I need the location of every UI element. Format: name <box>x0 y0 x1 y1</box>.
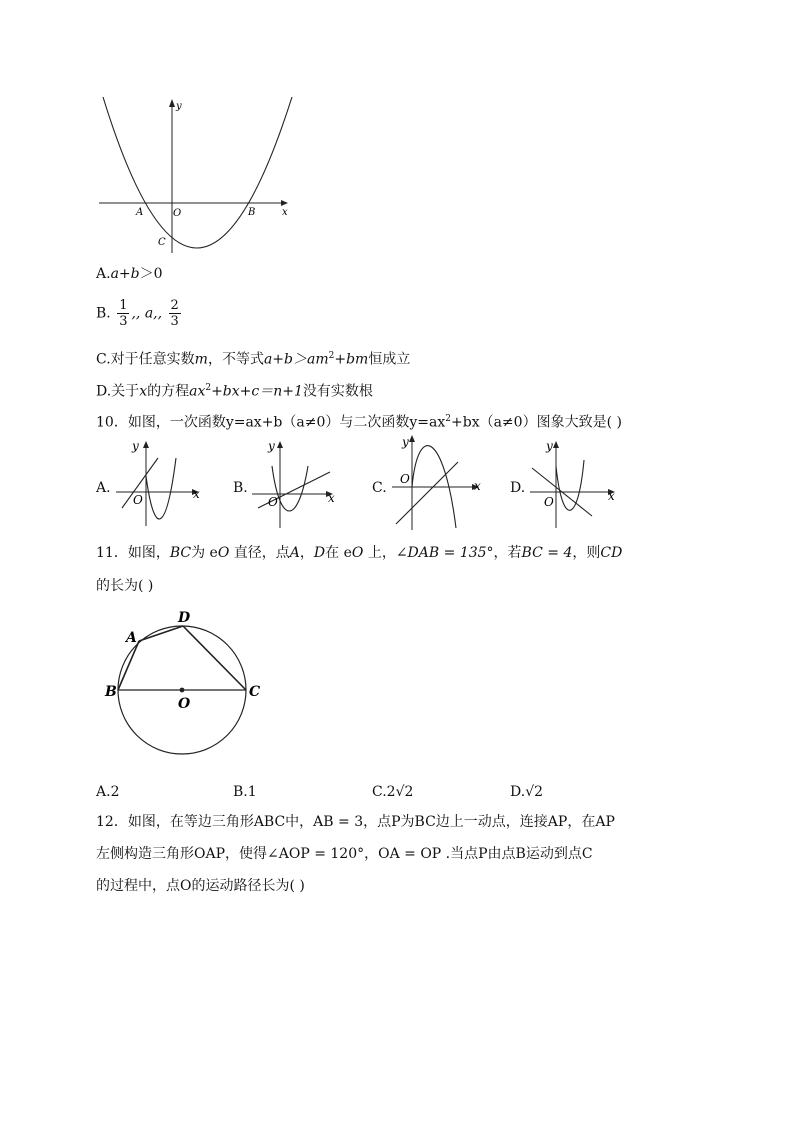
q10-option-a-graph <box>112 436 204 532</box>
svg-text:y: y <box>402 435 409 449</box>
parabola-figure <box>96 95 296 255</box>
q10-option-c-label: C. <box>372 480 387 496</box>
q9-option-b: B. $\frac{1}{3}$ ,, a,, $\frac{2}{3}$ <box>96 298 179 329</box>
q12-stem-line1: 12．如图，在等边三角形ABC中，AB = 3，点P为BC边上一动点，连接AP，在AP <box>96 814 615 830</box>
q11-option-a: A.2 <box>96 784 120 800</box>
svg-text:y: y <box>546 439 553 453</box>
q10-option-c-graph <box>388 432 486 532</box>
q10-option-a-label: A. <box>96 480 111 496</box>
origin-label: O <box>173 208 182 219</box>
q11-option-c: C.2√2 <box>372 784 414 800</box>
svg-text:x: x <box>193 487 200 501</box>
q9-option-c: C.对于任意实数m，不等式$a+b>am^2+bm$恒成立 <box>96 351 411 368</box>
circle-label-a: A <box>126 630 137 646</box>
svg-text:O: O <box>268 495 278 509</box>
circle-figure <box>100 606 270 766</box>
q10-option-b-graph <box>250 436 342 532</box>
svg-text:y: y <box>132 439 139 453</box>
svg-text:x: x <box>474 479 481 493</box>
q12-stem-line2: 左侧构造三角形OAP，使得∠AOP = 120°，OA = OP .当点P由点B运动到点C <box>96 846 593 862</box>
q11-option-b: B.1 <box>233 784 257 800</box>
q9-option-d: D.关于x的方程$ax^2+bx+c=n+1$没有实数根 <box>96 383 373 400</box>
point-b-label: B <box>248 207 256 218</box>
circle-label-o: O <box>178 696 191 712</box>
svg-text:x: x <box>328 491 335 505</box>
svg-text:y: y <box>268 439 275 453</box>
q11-option-d: D.√2 <box>510 784 544 800</box>
y-axis-label: y <box>176 101 182 112</box>
q10-option-d-graph <box>526 436 622 532</box>
x-axis-label: x <box>282 207 288 218</box>
svg-text:O: O <box>133 493 143 507</box>
q10-option-d-label: D. <box>510 480 526 496</box>
fraction-one-third: $\frac{1}{3}$ <box>119 298 128 329</box>
q10-stem: 10．如图，一次函数y=ax+b（a≠0）与二次函数$y=ax^2+bx(a\ne 0)$图象大致是( ) <box>96 414 622 431</box>
circle-label-d: D <box>178 610 191 626</box>
point-c-label: C <box>158 237 166 248</box>
circle-label-b: B <box>105 684 117 700</box>
svg-text:x: x <box>608 489 615 503</box>
svg-text:O: O <box>400 472 410 486</box>
q11-stem-line1: 11．如图，BC为 eO 直径，点A，D在 eO 上，∠DAB = 135°，若BC = 4，则CD <box>96 545 623 561</box>
svg-text:O: O <box>544 495 554 509</box>
q9-option-a: A.a+b＞0 <box>96 266 163 282</box>
fraction-two-thirds: $\frac{2}{3}$ <box>170 298 179 329</box>
circle-label-c: C <box>249 684 261 700</box>
q10-option-b-label: B. <box>233 480 248 496</box>
q11-stem-line2: 的长为( ) <box>96 578 154 594</box>
q12-stem-line3: 的过程中，点O的运动路径长为( ) <box>96 878 305 894</box>
point-a-label: A <box>136 207 144 218</box>
